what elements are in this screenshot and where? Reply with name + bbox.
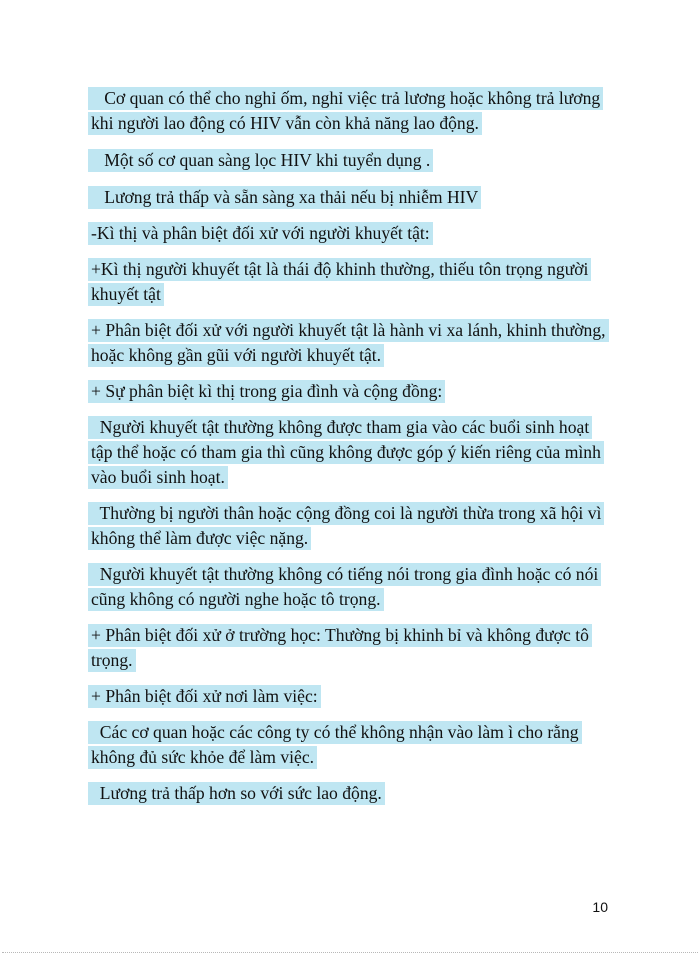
paragraph [88, 86, 613, 136]
highlighted-text: Thường bị người thân hoặc cộng đồng coi là người thừa trong xã hội vì không thể làm được việc nặng. [88, 502, 604, 550]
paragraph [88, 318, 613, 368]
page-number: 10 [592, 899, 608, 915]
highlighted-text: Người khuyết tật thường không được tham gia vào các buổi sinh hoạt tập thể hoặc có tham gia thì cũng không được góp ý kiến riêng của mình vào buổi sinh hoạt. [88, 416, 604, 489]
highlighted-text: Các cơ quan hoặc các công ty có thể không nhận vào làm ì cho rằng không đủ sức khỏe để làm việc. [88, 721, 582, 769]
highlighted-text: -Kì thị và phân biệt đối xử với người khuyết tật: [88, 222, 433, 245]
page-bottom-divider [2, 952, 698, 953]
highlighted-text: Người khuyết tật thường không có tiếng nói trong gia đình hoặc có nói cũng không có người nghe hoặc tô trọng. [88, 563, 601, 611]
paragraph [88, 562, 613, 612]
paragraph [88, 185, 613, 210]
paragraph [88, 148, 613, 173]
paragraph [88, 257, 613, 307]
highlighted-text: + Phân biệt đối xử nơi làm việc: [88, 685, 321, 708]
paragraph [88, 781, 613, 806]
highlighted-text: Lương trả thấp hơn so với sức lao động. [88, 782, 385, 805]
paragraph [88, 501, 613, 551]
paragraph [88, 415, 613, 490]
highlighted-text: Cơ quan có thể cho nghỉ ốm, nghỉ việc trả lương hoặc không trả lương khi người lao động có HIV vẫn còn khả năng lao động. [88, 87, 603, 135]
highlighted-text: Một số cơ quan sàng lọc HIV khi tuyển dụng . [88, 149, 433, 172]
highlighted-text: +Kì thị người khuyết tật là thái độ khinh thường, thiếu tôn trọng người khuyết tật [88, 258, 591, 306]
highlighted-text: + Sự phân biệt kì thị trong gia đình và cộng đồng: [88, 380, 445, 403]
paragraph [88, 623, 613, 673]
highlighted-text: Lương trả thấp và sẵn sàng xa thải nếu bị nhiễm HIV [88, 186, 481, 209]
subsection-heading [88, 684, 613, 709]
highlighted-text: + Phân biệt đối xử với người khuyết tật là hành vi xa lánh, khinh thường, hoặc không gần gũi với người khuyết tật. [88, 319, 609, 367]
section-heading [88, 221, 613, 246]
page-body [88, 86, 613, 817]
highlighted-text: + Phân biệt đối xử ở trường học: Thường bị khinh bỉ và không được tô trọng. [88, 624, 592, 672]
paragraph [88, 720, 613, 770]
subsection-heading [88, 379, 613, 404]
